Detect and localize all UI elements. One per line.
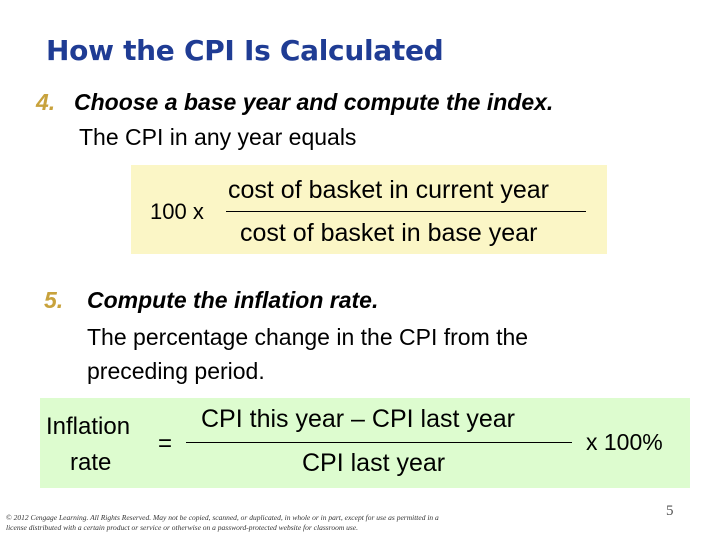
inflation-formula-multiplier: x 100% [586,429,663,455]
step-4-text: The CPI in any year equals [79,124,357,150]
step-5-heading-row [44,287,378,314]
cpi-formula-fraction-bar [226,211,586,212]
step-4-heading-row [36,89,553,116]
step-5-number: 5. [44,287,64,313]
page-title: How the CPI Is Calculated [46,34,444,67]
inflation-label-line2: rate [70,449,112,476]
step-4-number: 4. [36,89,56,115]
step-5-text-line2: preceding period. [87,358,265,384]
cpi-formula-numerator: cost of basket in current year [228,176,549,204]
inflation-formula-numerator: CPI this year – CPI last year [201,405,516,433]
step-4-heading: Choose a base year and compute the index. [74,89,554,115]
inflation-equals-sign: = [158,430,173,457]
cpi-formula-denominator: cost of basket in base year [240,219,538,247]
copyright-notice: © 2012 Cengage Learning. All Rights Reserved. May not be copied, scanned, or duplicated, in whole or in part, except for use as permitted in a license distributed with a certain product or service or otherwise on a password-protected website for classroom use. [6,513,439,532]
inflation-label-line1: Inflation [46,413,131,440]
inflation-formula-denominator: CPI last year [302,449,446,477]
inflation-formula-fraction-bar [186,442,572,443]
page-number: 5 [666,503,674,519]
step-5-text-line1: The percentage change in the CPI from the [87,324,529,350]
cpi-formula-multiplier: 100 x [150,199,204,224]
step-5-heading: Compute the inflation rate. [87,287,379,313]
